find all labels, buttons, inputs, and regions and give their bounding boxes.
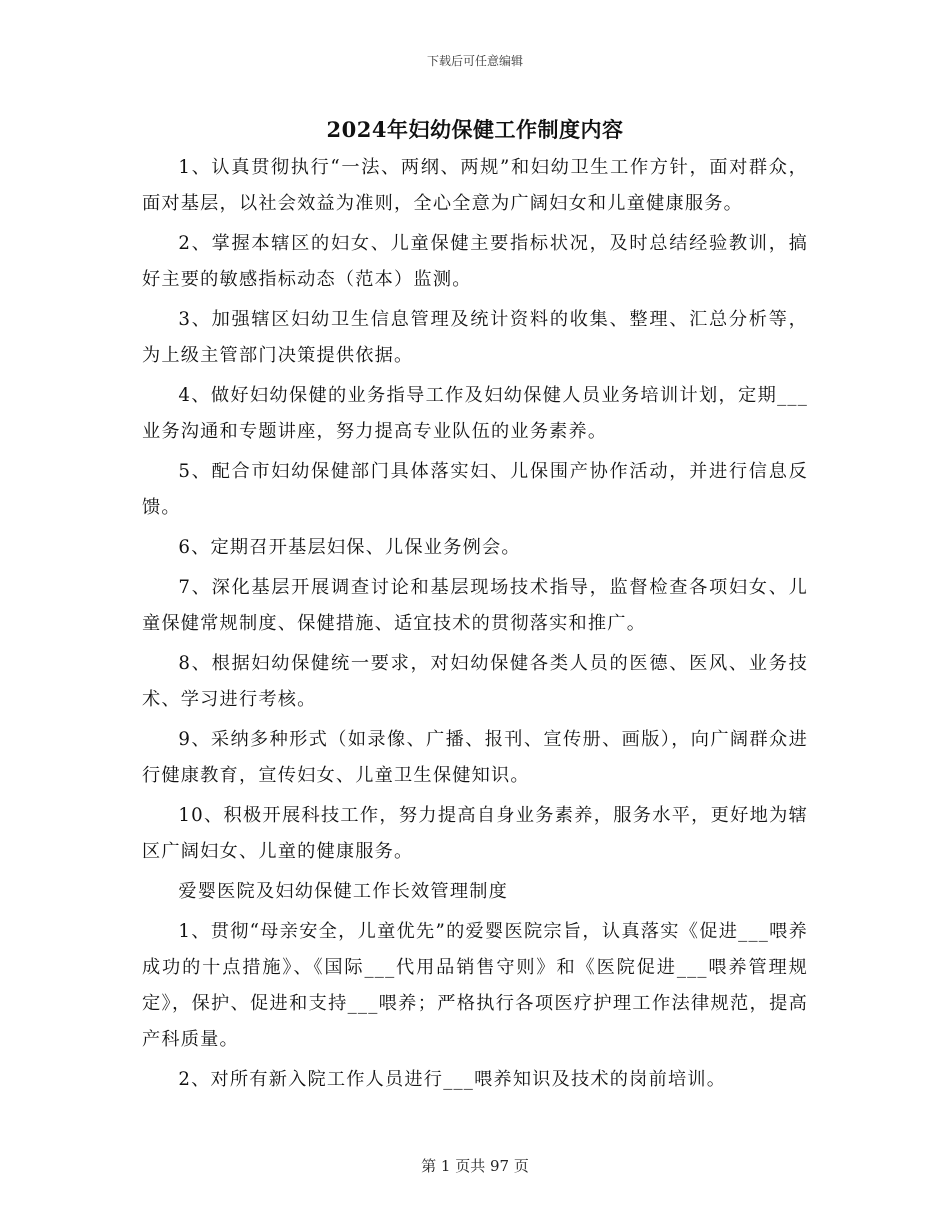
- paragraph-4: 4、做好妇幼保健的业务指导工作及妇幼保健人员业务培训计划，定期___业务沟通和专题讲座，努力提高专业队伍的业务素养。: [142, 385, 808, 442]
- paragraph-10: 10、积极开展科技工作，努力提高自身业务素养，服务水平，更好地为辖区广阔妇女、儿童的健康服务。: [142, 805, 808, 862]
- paragraph-section-1: 1、贯彻“母亲安全，儿童优先”的爱婴医院宗旨，认真落实《促进___喂养成功的十点措施》、《国际___代用品销售守则》和《医院促进___喂养管理规定》，保护、促进和支持___喂养；严格执行各项医疗护理工作法律规范，提高产科质量。: [142, 921, 808, 1050]
- page-number: 第 1 页共 97 页: [421, 1157, 529, 1175]
- paragraph-3: 3、加强辖区妇幼卫生信息管理及统计资料的收集、整理、汇总分析等，为上级主管部门决策提供依据。: [142, 309, 808, 366]
- paragraph-2: 2、掌握本辖区的妇女、儿童保健主要指标状况，及时总结经验教训，搞好主要的敏感指标动态（范本）监测。: [142, 233, 808, 290]
- paragraph-section-2: 2、对所有新入院工作人员进行___喂养知识及技术的岗前培训。: [178, 1069, 727, 1090]
- document-title: 2024年妇幼保健工作制度内容: [326, 117, 624, 142]
- paragraph-7: 7、深化基层开展调查讨论和基层现场技术指导，监督检查各项妇女、儿童保健常规制度、保健措施、适宜技术的贯彻落实和推广。: [142, 577, 808, 634]
- paragraph-8: 8、根据妇幼保健统一要求，对妇幼保健各类人员的医德、医风、业务技术、学习进行考核。: [142, 653, 808, 710]
- paragraph-1: 1、认真贯彻执行“一法、两纲、两规”和妇幼卫生工作方针，面对群众，面对基层，以社会效益为准则，全心全意为广阔妇女和儿童健康服务。: [142, 157, 808, 214]
- paragraph-5: 5、配合市妇幼保健部门具体落实妇、儿保围产协作活动，并进行信息反馈。: [142, 461, 808, 518]
- document-body: [142, 150, 808, 1102]
- paragraph-9: 9、采纳多种形式（如录像、广播、报刊、宣传册、画版），向广阔群众进行健康教育，宣传妇女、儿童卫生保健知识。: [142, 729, 808, 786]
- paragraph-6: 6、定期召开基层妇保、儿保业务例会。: [178, 537, 521, 558]
- page-header-note: 下载后可任意编辑: [426, 54, 523, 68]
- section-heading: 爱婴医院及妇幼保健工作长效管理制度: [178, 881, 508, 902]
